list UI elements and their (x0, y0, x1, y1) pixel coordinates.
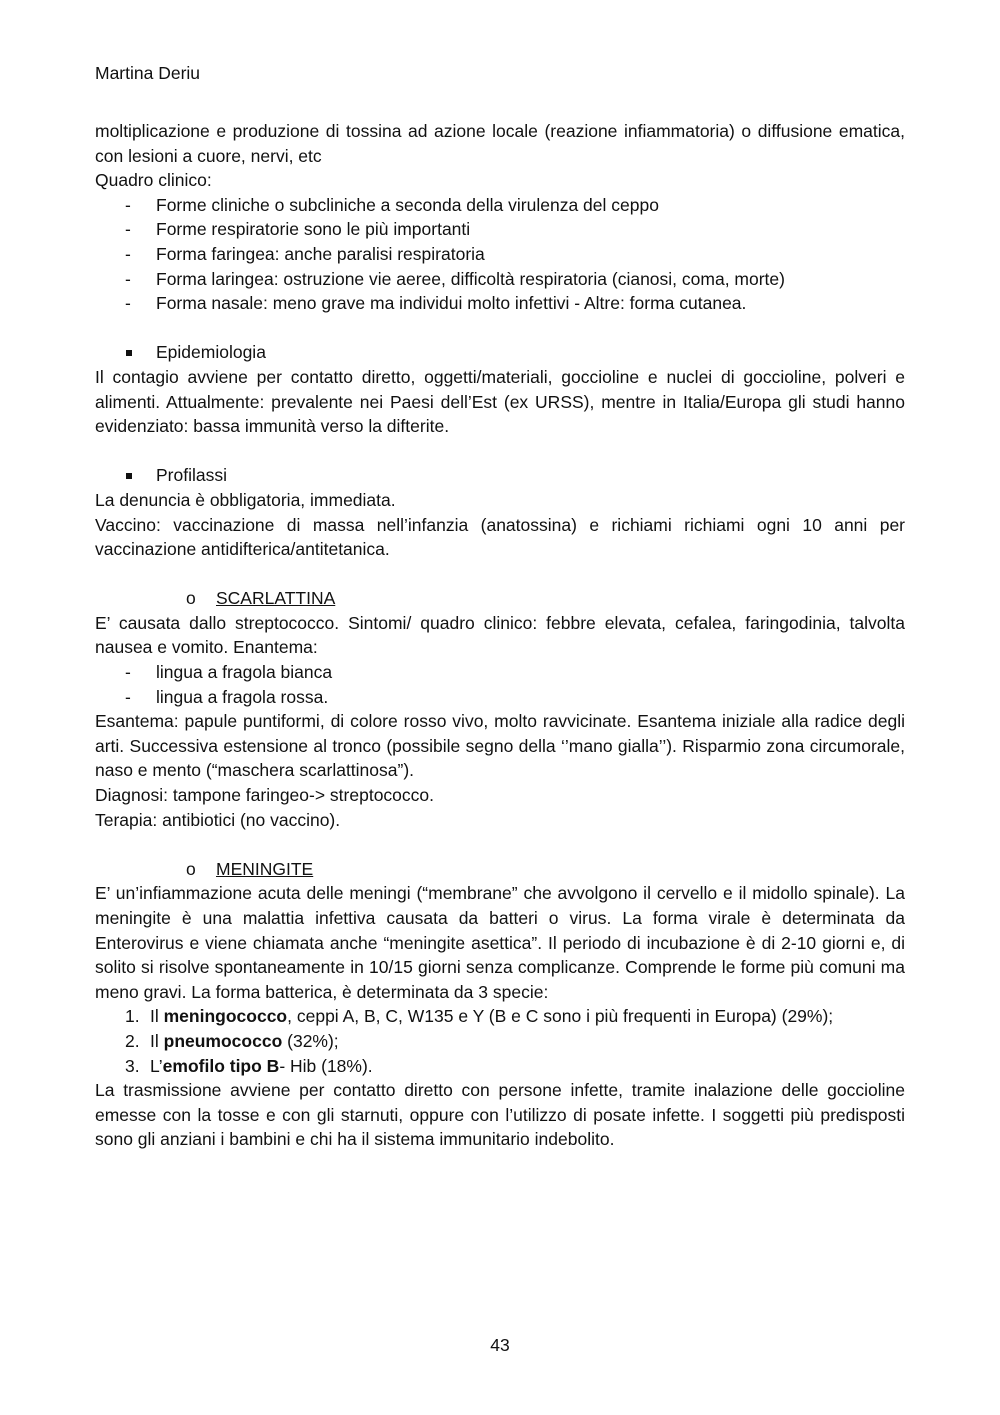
list-item: - Forme respiratorie sono le più importanti (95, 217, 905, 242)
scarlattina-diagnosi: Diagnosi: tampone faringeo-> streptococco. (95, 785, 435, 806)
quadro-clinico-label: Quadro clinico: (95, 170, 212, 191)
meningite-species-list (95, 1004, 905, 1078)
scarlattina-paragraph-1: E’ causata dallo streptococco. Sintomi/ quadro clinico: febbre elevata, cefalea, faringodinia, talvolta nausea e vomito. Enantema: (95, 612, 905, 658)
document-body (95, 119, 905, 1152)
square-bullet-icon (126, 350, 132, 356)
circle-bullet-marker: o (186, 858, 196, 879)
list-item: 1. Il meningococco, ceppi A, B, C, W135 e Y (B e C sono i più frequenti in Europa) (29%); (125, 1006, 834, 1027)
dash-marker: - (125, 194, 131, 215)
list-item: - lingua a fragola bianca (95, 660, 905, 685)
list-item: - Forme cliniche o subcliniche a seconda della virulenza del ceppo (95, 193, 905, 218)
enantema-list (95, 660, 905, 709)
dash-marker: - (125, 662, 131, 683)
meningite-heading (95, 857, 905, 882)
profilassi-line-1: La denuncia è obbligatoria, immediata. (95, 489, 396, 510)
epidemiologia-heading (95, 340, 905, 365)
scarlattina-terapia: Terapia: antibiotici (no vaccino). (95, 809, 341, 830)
square-bullet-icon (126, 473, 132, 479)
list-item: 3. L’emofilo tipo B- Hib (18%). (125, 1055, 373, 1076)
intro-paragraph: moltiplicazione e produzione di tossina ad azione locale (reazione infiammatoria) o diffusione ematica, con lesioni a cuore, nervi, etc (95, 121, 905, 166)
page-header-author: Martina Deriu (95, 63, 201, 83)
profilassi-heading (95, 463, 905, 488)
scarlattina-paragraph-2: Esantema: papule puntiformi, di colore rosso vivo, molto ravvicinate. Esantema iniziale alla radice degli arti. Successiva estensione al tronco (possibile segno della ‘’mano gialla’’). Risparmio zona circumorale, naso e mento (“maschera scarlattinosa”). (95, 711, 905, 781)
scarlattina-heading (95, 586, 905, 611)
list-item: - Forma nasale: meno grave ma individui molto infettivi - Altre: forma cutanea. (95, 291, 905, 316)
page-number: 43 (490, 1335, 510, 1355)
dash-marker: - (125, 219, 131, 240)
dash-marker: - (125, 268, 131, 289)
list-item: - Forma faringea: anche paralisi respiratoria (95, 242, 905, 267)
profilassi-title: Profilassi (156, 465, 227, 486)
dash-marker: - (125, 293, 131, 314)
list-item: - lingua a fragola rossa. (95, 685, 905, 710)
meningite-title: MENINGITE (216, 858, 314, 879)
meningite-paragraph-1: E’ un’infiammazione acuta delle meningi (“membrane” che avvolgono il cervello e il midollo spinale). La meningite è una malattia infettiva causata da batteri o virus. La forma virale è determinata da Enterovirus e viene chiamata anche “meningite asettica”. Il periodo di incubazione è di 2-10 giorni e, di solito si risolve spontaneamente in 10/15 giorni senza complicanze. Comprende le forme più comuni ma meno gravi. La forma batterica, è determinata da 3 specie: (95, 883, 905, 1002)
quadro-clinico-list (95, 193, 905, 316)
epidemiologia-paragraph: Il contagio avviene per contatto diretto, oggetti/materiali, goccioline e nuclei di goccioline, polveri e alimenti. Attualmente: prevalente nei Paesi dell’Est (ex URSS), mentre in Italia/Europa gli studi hanno evidenziato: bassa immunità verso la difterite. (95, 366, 905, 437)
scarlattina-title: SCARLATTINA (216, 588, 336, 609)
circle-bullet-marker: o (186, 588, 196, 609)
meningite-paragraph-2: La trasmissione avviene per contatto diretto con persone infette, tramite inalazione delle goccioline emesse con la tosse e con gli starnuti, oppure con l’utilizzo di posate infette. I soggetti più predisposti sono gli anziani i bambini e chi ha il sistema immunitario indebolito. (95, 1080, 905, 1150)
dash-marker: - (125, 686, 131, 707)
list-item: 2. Il pneumococco (32%); (125, 1030, 339, 1051)
dash-marker: - (125, 243, 131, 264)
list-item: - Forma laringea: ostruzione vie aeree, difficoltà respiratoria (cianosi, coma, morte) (95, 267, 905, 292)
profilassi-line-2: Vaccino: vaccinazione di massa nell’infanzia (anatossina) e richiami richiami ogni 10 anni per vaccinazione antidifterica/antitetanica. (95, 514, 905, 560)
epidemiologia-title: Epidemiologia (156, 342, 266, 363)
